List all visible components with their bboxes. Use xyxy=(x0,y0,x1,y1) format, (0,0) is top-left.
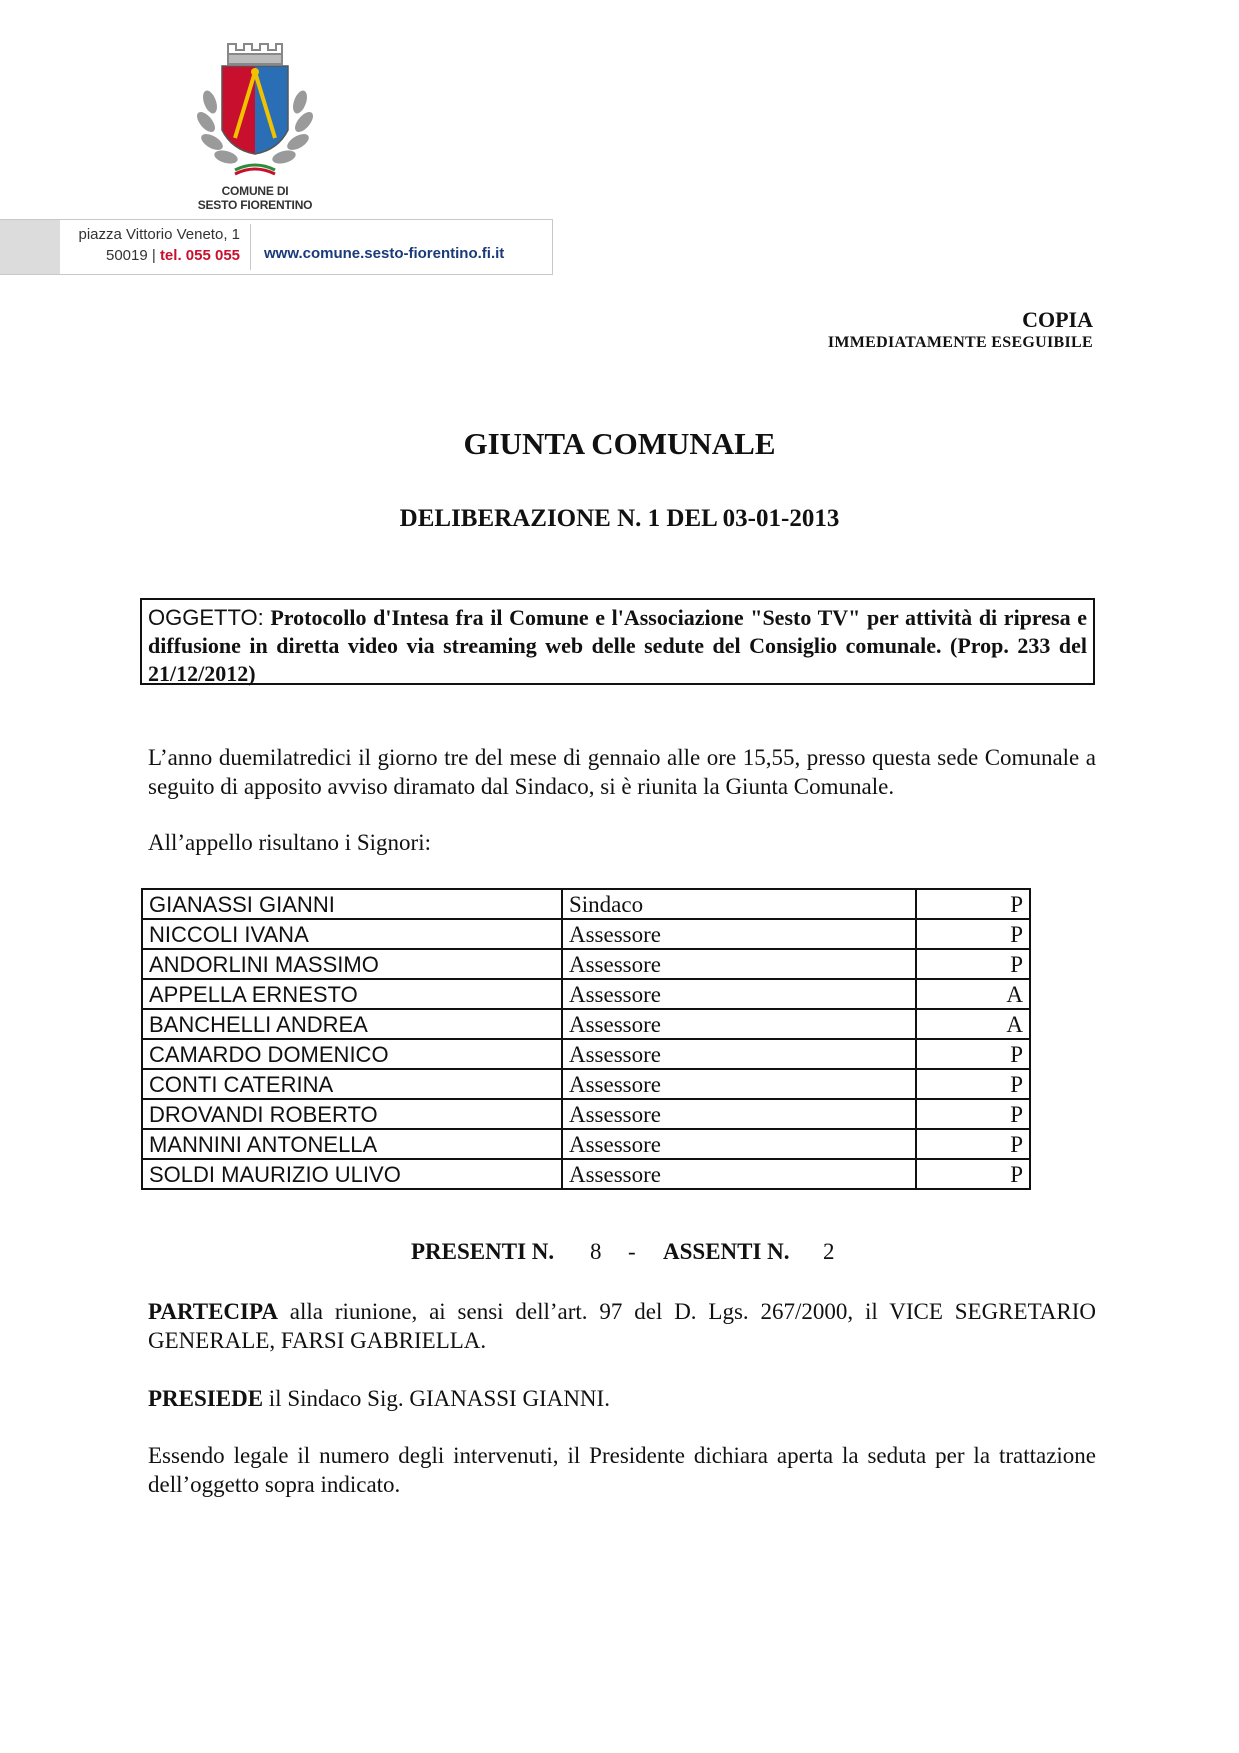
copy-label: COPIA xyxy=(1022,307,1093,332)
address-telephone: tel. 055 055 xyxy=(159,247,240,264)
member-name: CAMARDO DOMENICO xyxy=(142,1039,562,1069)
table-row xyxy=(142,1129,1030,1159)
intro-paragraph: L’anno duemilatredici il giorno tre del mese di gennaio alle ore 15,55, presso questa sede Comunale a seguito di apposito avviso diramato dal Sindaco, si è riunita la Giunta Comunale. xyxy=(148,745,1096,799)
member-role: Assessore xyxy=(562,1099,916,1129)
subject-box xyxy=(140,598,1095,685)
member-role: Sindaco xyxy=(562,889,916,919)
address-cap: 50019 | xyxy=(105,247,156,264)
absent-label: ASSENTI N. xyxy=(663,1239,790,1264)
member-role: Assessore xyxy=(562,1039,916,1069)
address-line-2 xyxy=(72,245,240,266)
member-name: APPELLA ERNESTO xyxy=(142,979,562,1009)
members-table xyxy=(141,888,1031,1190)
address-bar-accent xyxy=(0,220,60,274)
member-presence: P xyxy=(916,889,1030,919)
comune-line-2: SESTO FIORENTINO xyxy=(197,198,313,212)
member-role: Assessore xyxy=(562,1129,916,1159)
address-divider xyxy=(250,224,251,270)
shield-icon xyxy=(222,66,288,154)
subject-label: OGGETTO: xyxy=(148,605,264,630)
table-row xyxy=(142,1099,1030,1129)
address-line-1: piazza Vittorio Veneto, 1 xyxy=(78,226,240,243)
participation-keyword: PARTECIPA xyxy=(148,1299,278,1324)
table-row xyxy=(142,1069,1030,1099)
member-role: Assessore xyxy=(562,1159,916,1189)
count-separator: - xyxy=(628,1239,636,1264)
executable-label: IMMEDIATAMENTE ESEGUIBILE xyxy=(827,334,1093,351)
quorum-paragraph: Essendo legale il numero degli intervenuti, il Presidente dichiara aperta la seduta per la trattazione dell’oggetto sopra indicato. xyxy=(148,1443,1096,1497)
absent-count: 2 xyxy=(823,1239,835,1264)
crown-icon xyxy=(228,44,282,64)
member-presence: A xyxy=(916,1009,1030,1039)
members-table-body xyxy=(142,889,1030,1189)
comune-name xyxy=(170,184,340,212)
member-role: Assessore xyxy=(562,949,916,979)
table-row xyxy=(142,1159,1030,1189)
member-presence: A xyxy=(916,979,1030,1009)
participation-paragraph xyxy=(148,1297,1096,1355)
website-link[interactable]: www.comune.sesto-fiorentino.fi.it xyxy=(264,245,505,262)
member-role: Assessore xyxy=(562,919,916,949)
participation-text: alla riunione, ai sensi dell’art. 97 del D. Lgs. 267/2000, il VICE SEGRETARIO GENERALE, FARSI GABRIELLA. xyxy=(148,1299,1096,1353)
page-title: GIUNTA COMUNALE xyxy=(463,426,776,461)
table-row xyxy=(142,889,1030,919)
member-name: MANNINI ANTONELLA xyxy=(142,1129,562,1159)
comune-line-1: COMUNE DI xyxy=(221,184,289,198)
member-name: GIANASSI GIANNI xyxy=(142,889,562,919)
member-presence: P xyxy=(916,1039,1030,1069)
roll-call-heading: All’appello risultano i Signori: xyxy=(148,830,431,855)
member-presence: P xyxy=(916,1099,1030,1129)
member-name: BANCHELLI ANDREA xyxy=(142,1009,562,1039)
presides-keyword: PRESIEDE xyxy=(148,1386,264,1411)
member-presence: P xyxy=(916,919,1030,949)
table-row xyxy=(142,949,1030,979)
member-name: CONTI CATERINA xyxy=(142,1069,562,1099)
member-role: Assessore xyxy=(562,979,916,1009)
comune-crest-logo xyxy=(190,42,320,182)
address-block xyxy=(72,224,240,266)
subject-text: Protocollo d'Intesa fra il Comune e l'Associazione "Sesto TV" per attività di ripresa e diffusione in diretta video via streaming web delle sedute del Consiglio comunale. (Prop. 233 del 21/12/2012) xyxy=(148,605,1088,686)
member-role: Assessore xyxy=(562,1009,916,1039)
member-name: NICCOLI IVANA xyxy=(142,919,562,949)
present-label: PRESENTI N. xyxy=(411,1239,555,1264)
present-count: 8 xyxy=(590,1239,602,1264)
member-presence: P xyxy=(916,1159,1030,1189)
table-row xyxy=(142,1009,1030,1039)
member-name: ANDORLINI MASSIMO xyxy=(142,949,562,979)
member-role: Assessore xyxy=(562,1069,916,1099)
member-name: SOLDI MAURIZIO ULIVO xyxy=(142,1159,562,1189)
ribbon-icon xyxy=(235,165,275,174)
member-name: DROVANDI ROBERTO xyxy=(142,1099,562,1129)
presides-text: il Sindaco Sig. GIANASSI GIANNI. xyxy=(263,1386,610,1411)
deliberation-number: DELIBERAZIONE N. 1 DEL 03-01-2013 xyxy=(399,505,840,532)
member-presence: P xyxy=(916,1069,1030,1099)
member-presence: P xyxy=(916,1129,1030,1159)
table-row xyxy=(142,979,1030,1009)
table-row xyxy=(142,1039,1030,1069)
table-row xyxy=(142,919,1030,949)
member-presence: P xyxy=(916,949,1030,979)
presides-paragraph xyxy=(148,1384,1096,1413)
